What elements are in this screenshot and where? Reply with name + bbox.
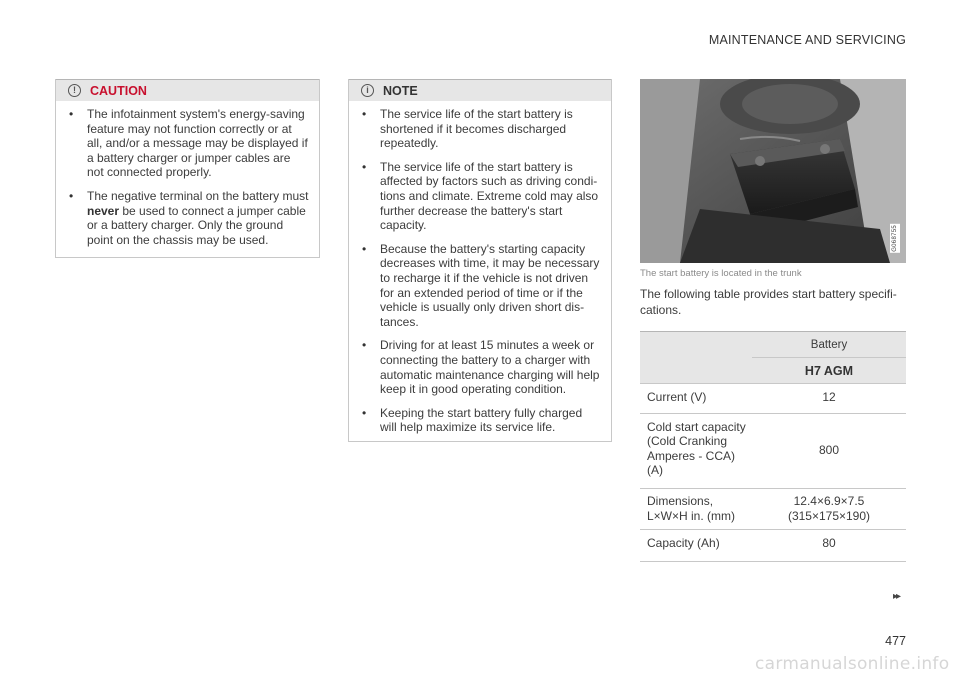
page-number: 477 [885, 634, 906, 648]
table-row [640, 413, 906, 488]
header-battery: Battery [752, 332, 906, 358]
list-item: • The service life of the start battery is affected by factors such as driving condi-tions and climate. Extreme cold may also further decrease the battery's start capacity. [359, 160, 601, 233]
text-segment: be used to connect a jumper cable or a battery charger. Only the ground point on the chassis may be used. [87, 203, 306, 247]
row-label: Cold start capacity (Cold Cranking Amperes - CCA) (A) [640, 413, 752, 488]
battery-spec-table [640, 331, 906, 562]
row-label: Capacity (Ah) [640, 530, 752, 562]
list-item: • The service life of the start battery is shortened if it becomes discharged repeatedly. [359, 107, 601, 151]
row-label: Current (V) [640, 384, 752, 414]
table-row [640, 488, 906, 529]
list-item: • Because the battery's starting capacity decreases with time, it may be necessary to recharge it if the vehicle is not driven for an extended period of time or if the vehicle is usually only driven short dis-tances. [359, 242, 601, 330]
table-header-row [640, 332, 906, 358]
section-title: MAINTENANCE AND SERVICING [708, 33, 906, 47]
figure-caption: The start battery is located in the trunk [640, 268, 802, 279]
header-empty-cell [640, 332, 752, 384]
caution-header [56, 79, 319, 101]
caution-label: CAUTION [90, 83, 147, 98]
table-row [640, 384, 906, 414]
value-line: (315×175×190) [787, 508, 871, 523]
table-row [640, 530, 906, 562]
exclamation-icon: ! [68, 84, 81, 97]
note-box [348, 79, 612, 442]
value-line: 12.4×6.9×7.5 [793, 493, 865, 508]
emphasis-never: never [87, 203, 120, 218]
info-icon: i [361, 84, 374, 97]
header-battery-type: H7 AGM [752, 358, 906, 384]
list-item: • Driving for at least 15 minutes a week or connecting the battery to a charger with automatic maintenance charging will help keep it in good operating condition. [359, 338, 601, 396]
text-segment: The negative terminal on the battery must [87, 188, 309, 203]
row-value: 12 [752, 384, 906, 414]
note-label: NOTE [383, 83, 418, 98]
battery-photo [640, 79, 906, 263]
list-item [66, 189, 309, 247]
note-header [349, 79, 611, 101]
continue-arrow-icon: ▸▸ [893, 591, 900, 602]
caution-list [56, 101, 319, 259]
trunk-illustration [640, 79, 906, 263]
caution-box [55, 79, 320, 258]
list-item: • Keeping the start battery fully charged will help maximize its service life. [359, 406, 601, 435]
row-value: 800 [752, 413, 906, 488]
note-list [349, 101, 611, 447]
row-value: 80 [752, 530, 906, 562]
list-item: • The infotainment system's energy-saving feature may not function correctly or at all, and/or a message may be displayed if a battery charger or jumper cables are not connected properly. [66, 107, 309, 180]
row-label: Dimensions, L×W×H in. (mm) [640, 488, 752, 529]
row-value [752, 488, 906, 529]
intro-paragraph: The following table provides start battery specifi-cations. [640, 287, 897, 317]
figure-code: G068755 [892, 225, 898, 252]
watermark: carmanualsonline.info [755, 654, 950, 674]
